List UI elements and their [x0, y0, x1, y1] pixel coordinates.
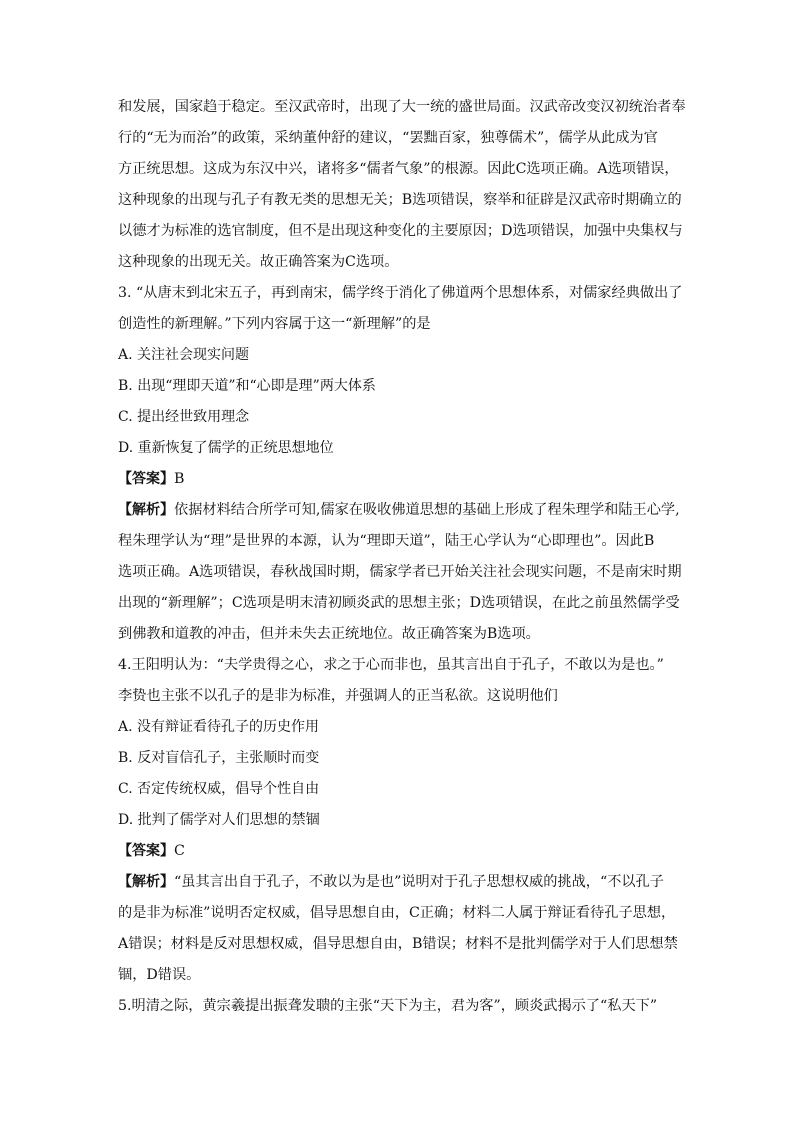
option-b: B. 出现“理即天道”和“心即是理”两大体系: [118, 378, 376, 394]
text-line: 的是非为标准”说明否定权威，倡导思想自由，C正确；材料二人属于辩证看待孔子思想，: [118, 905, 676, 921]
text-line: 到佛教和道教的冲击，但并未失去正统地位。故正确答案为B选项。: [118, 626, 540, 642]
text-line: 选项正确。A选项错误，春秋战国时期，儒家学者已开始关注社会现实问题，不是南宋时期: [118, 564, 682, 580]
analysis-line: [118, 867, 678, 898]
text-line: 方正统思想。这成为东汉中兴，诸将多“儒者气象”的根源。因此C选项正确。A选项错误，: [118, 161, 679, 177]
option-b: B. 反对盲信孔子，主张顺时而变: [118, 750, 320, 766]
text-line: 程朱理学认为“理”是世界的本源，认为“理即天道”，陆王心学认为“心即理也”。因此B: [118, 533, 655, 549]
question-4-stem: 李贽也主张不以孔子的是非为标准，并强调人的正当私欲。这说明他们: [118, 688, 558, 704]
text-line: 出现的“新理解”；C选项是明末清初顾炎武的思想主张；D选项错误，在此之前虽然儒学受: [118, 595, 680, 611]
option-c: C. 否定传统权威，倡导个性自由: [118, 781, 320, 797]
answer-label: 【答案】: [118, 843, 174, 859]
analysis-text: “虽其言出自于孔子，不敢以为是也”说明对于孔子思想权威的挑战，“不以孔子: [174, 874, 664, 890]
option-d: D. 重新恢复了儒学的正统思想地位: [118, 440, 334, 456]
answer-value: B: [174, 471, 185, 487]
analysis-label: 【解析】: [118, 874, 174, 890]
text-line: A错误；材料是反对思想权威，倡导思想自由，B错误；材料不是批判儒学对于人们思想禁: [118, 936, 678, 952]
text-line: 这种现象的出现无关。故正确答案为C选项。: [118, 254, 399, 270]
answer-label: 【答案】: [118, 471, 174, 487]
text-line: 和发展，国家趋于稳定。至汉武帝时，出现了大一统的盛世局面。汉武帝改变汉初统治者奉: [118, 99, 686, 115]
text-line: 行的“无为而治”的政策，采纳董仲舒的建议，“罢黜百家，独尊儒术”，儒学从此成为官: [118, 130, 658, 146]
option-a: A. 关注社会现实问题: [118, 347, 250, 363]
option-a: A. 没有辩证看待孔子的历史作用: [118, 719, 320, 735]
analysis-label: 【解析】: [118, 502, 174, 518]
question-3-stem: 3. “从唐末到北宋五子，再到南宋，儒学终于消化了佛道两个思想体系，对儒家经典做出了: [118, 285, 683, 301]
answer-line: [118, 464, 678, 495]
text-line: 以德才为标准的选官制度，但不是出现这种变化的主要原因；D选项错误，加强中央集权与: [118, 223, 683, 239]
answer-line: [118, 836, 678, 867]
analysis-line: [118, 495, 678, 526]
option-c: C. 提出经世致用理念: [118, 409, 250, 425]
question-4-stem: 4.王阳明认为：“夫学贵得之心，求之于心而非也，虽其言出自于孔子，不敢以为是也。”: [118, 657, 664, 673]
question-5-stem: 5.明清之际，黄宗羲提出振聋发聩的主张“天下为主，君为客”，顾炎武揭示了“私天下”: [118, 998, 658, 1014]
text-line: 这种现象的出现与孔子有教无类的思想无关；B选项错误，察举和征辟是汉武帝时期确立的: [118, 192, 682, 208]
text-line: 锢，D错误。: [118, 967, 201, 983]
option-d: D. 批判了儒学对人们思想的禁锢: [118, 812, 320, 828]
answer-value: C: [174, 843, 185, 859]
question-3-stem: 创造性的新理解。”下列内容属于这一“新理解”的是: [118, 316, 431, 332]
analysis-text: 依据材料结合所学可知,儒家在吸收佛道思想的基础上形成了程朱理学和陆王心学,: [174, 502, 680, 518]
document-body: [118, 92, 686, 1022]
